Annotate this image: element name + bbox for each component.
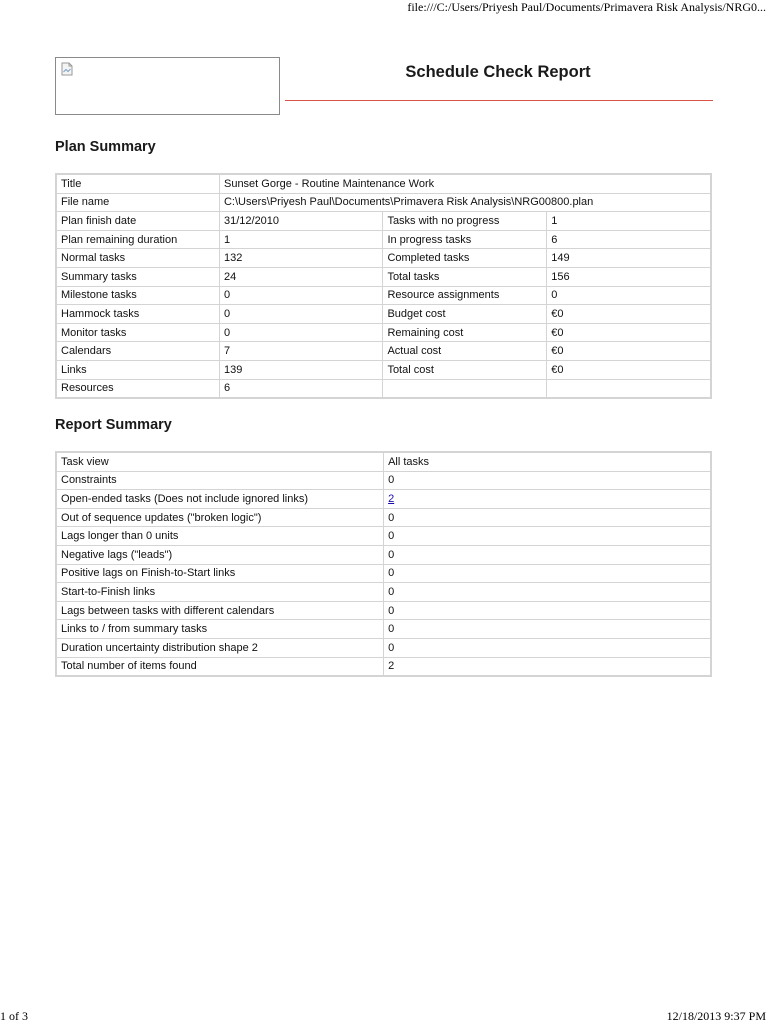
table-cell-value: 1 [219, 230, 382, 249]
table-cell-value: 2 [384, 657, 711, 676]
table-cell-label: In progress tasks [383, 230, 547, 249]
table-cell-label: Total number of items found [56, 657, 384, 676]
table-row [56, 601, 711, 620]
table-cell-value: €0 [547, 360, 711, 379]
table-cell-label: Positive lags on Finish-to-Start links [56, 564, 384, 583]
table-cell-label: Links to / from summary tasks [56, 620, 384, 639]
table-row [56, 527, 711, 546]
table-cell-value: 0 [384, 638, 711, 657]
table-row [56, 564, 711, 583]
table-cell-label: Total tasks [383, 267, 547, 286]
table-cell-label: Resource assignments [383, 286, 547, 305]
table-row [56, 638, 711, 657]
table-cell-value: 0 [384, 527, 711, 546]
table-cell-value: 0 [384, 620, 711, 639]
table-cell-label: Summary tasks [56, 267, 219, 286]
plan-summary-heading: Plan Summary [55, 139, 156, 155]
table-cell-value: 6 [219, 379, 382, 398]
table-row [56, 545, 711, 564]
table-row [56, 471, 711, 490]
table-cell-value: 139 [219, 360, 382, 379]
table-cell-label: Plan remaining duration [56, 230, 219, 249]
table-cell-label: Normal tasks [56, 249, 219, 268]
print-header-path: file:///C:/Users/Priyesh Paul/Documents/Primavera Risk Analysis/NRG0... [407, 0, 766, 14]
report-summary-heading: Report Summary [55, 417, 172, 433]
table-row [56, 620, 711, 639]
table-row [56, 360, 711, 379]
table-cell-value: 1 [547, 212, 711, 231]
broken-image-icon [61, 62, 73, 76]
table-cell-value: 24 [219, 267, 382, 286]
table-cell-value: 0 [219, 286, 382, 305]
print-footer-page: 1 of 3 [0, 1009, 28, 1023]
table-cell-value: 7 [219, 342, 382, 361]
table-cell-label [383, 379, 547, 398]
table-row [56, 342, 711, 361]
table-cell-value: 0 [384, 545, 711, 564]
table-row [56, 583, 711, 602]
table-cell-value [547, 379, 711, 398]
report-summary-table [55, 451, 712, 677]
table-row [56, 305, 711, 324]
table-cell-label: Milestone tasks [56, 286, 219, 305]
table-cell-value: 0 [384, 601, 711, 620]
table-cell-label: Hammock tasks [56, 305, 219, 324]
table-cell-label: Task view [56, 452, 384, 471]
table-cell-label: Constraints [56, 471, 384, 490]
table-cell-label: Out of sequence updates ("broken logic") [56, 508, 384, 527]
table-cell-value: All tasks [384, 452, 711, 471]
table-cell-label: Start-to-Finish links [56, 583, 384, 602]
table-cell-label: Lags longer than 0 units [56, 527, 384, 546]
table-row [56, 657, 711, 676]
table-cell-value: 6 [547, 230, 711, 249]
table-cell-label: Open-ended tasks (Does not include ignored links) [56, 490, 384, 509]
table-cell-value: 0 [547, 286, 711, 305]
table-cell-value: €0 [547, 305, 711, 324]
title-divider [285, 100, 713, 101]
table-cell-value: 0 [219, 305, 382, 324]
table-cell-label: Actual cost [383, 342, 547, 361]
table-cell-value: 0 [219, 323, 382, 342]
table-cell-value: 31/12/2010 [219, 212, 382, 231]
table-cell-value: €0 [547, 323, 711, 342]
table-cell-label: Completed tasks [383, 249, 547, 268]
table-cell-label: Calendars [56, 342, 219, 361]
table-cell-value: 0 [384, 583, 711, 602]
table-cell-value: 149 [547, 249, 711, 268]
table-row [56, 174, 711, 193]
table-row [56, 193, 711, 212]
table-cell-label: Budget cost [383, 305, 547, 324]
table-row [56, 323, 711, 342]
table-cell-label: Duration uncertainty distribution shape 2 [56, 638, 384, 657]
table-row [56, 249, 711, 268]
print-footer-datetime: 12/18/2013 9:37 PM [666, 1009, 766, 1023]
table-row [56, 267, 711, 286]
table-cell-value [384, 490, 711, 509]
table-row [56, 452, 711, 471]
table-cell-value: C:\Users\Priyesh Paul\Documents\Primavera Risk Analysis\NRG00800.plan [219, 193, 711, 212]
table-cell-value: Sunset Gorge - Routine Maintenance Work [219, 174, 711, 193]
table-cell-label: Plan finish date [56, 212, 219, 231]
table-cell-label: Remaining cost [383, 323, 547, 342]
table-cell-label: Tasks with no progress [383, 212, 547, 231]
table-row [56, 212, 711, 231]
table-cell-label: Resources [56, 379, 219, 398]
table-cell-label: Total cost [383, 360, 547, 379]
table-cell-label: File name [56, 193, 219, 212]
table-cell-label: Lags between tasks with different calendars [56, 601, 384, 620]
table-row [56, 490, 711, 509]
table-cell-value: €0 [547, 342, 711, 361]
table-row [56, 379, 711, 398]
table-cell-value: 0 [384, 471, 711, 490]
table-row [56, 286, 711, 305]
table-cell-label: Monitor tasks [56, 323, 219, 342]
table-cell-value: 132 [219, 249, 382, 268]
table-row [56, 230, 711, 249]
table-cell-label: Title [56, 174, 219, 193]
table-cell-label: Negative lags ("leads") [56, 545, 384, 564]
report-logo-placeholder [55, 57, 280, 115]
table-cell-value: 0 [384, 508, 711, 527]
plan-summary-table [55, 173, 712, 399]
report-title: Schedule Check Report [405, 63, 591, 81]
open-ended-tasks-link[interactable]: 2 [388, 492, 395, 505]
table-row [56, 508, 711, 527]
table-cell-label: Links [56, 360, 219, 379]
table-cell-value: 0 [384, 564, 711, 583]
table-cell-value: 156 [547, 267, 711, 286]
